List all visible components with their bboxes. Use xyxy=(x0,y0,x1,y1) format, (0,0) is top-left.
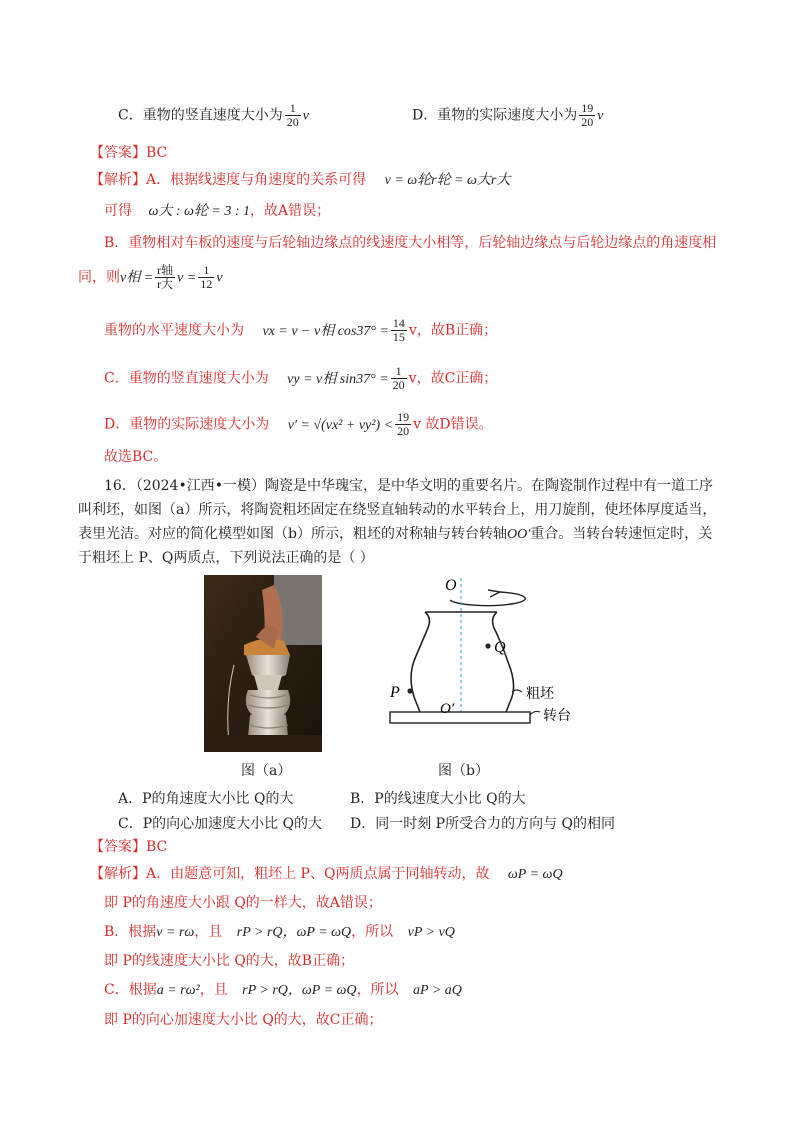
label-blank: 粗坯 xyxy=(526,686,554,702)
q16-analysis-b2: 即 P的线速度大小比 Q的大，故B正确； xyxy=(104,953,355,969)
q15-analysis-b2: 同，则v相 = $\frac{\text{r轴}}{\text{r大}}$ v = $\frac{1}{12}$ v xyxy=(78,263,223,291)
fig-b-caption: 图（b） xyxy=(438,763,489,779)
option-d-top: D．重物的实际速度大小为 $\frac{19}{20}$ v xyxy=(412,101,604,129)
pottery-photo xyxy=(204,575,322,752)
q15-analysis-a: 【解析】A．根据线速度与角速度的关系可得 v = ω轮r轮 = ω大r大 xyxy=(90,172,511,188)
q15-answer: 【答案】BC xyxy=(90,145,168,161)
q16-analysis-c1: C．根据a = rω²，且 rP > rQ，ωP = ωQ，所以 aP > aQ xyxy=(104,982,462,998)
q16-analysis-b1: B．根据v = rω，且 rP > rQ，ωP = ωQ，所以 vP > vQ xyxy=(104,924,455,940)
label-table: 转台 xyxy=(543,708,571,724)
q15-analysis-d: D．重物的实际速度大小为 v′ = √(vx² + vy²) < $\frac{19}{20}$ v 故D错误。 xyxy=(104,410,493,438)
q16-stem-line4: 于粗坯上 P、Q两质点，下列说法正确的是（ ） xyxy=(78,550,374,566)
label-O: O xyxy=(445,577,457,594)
pot-model-diagram xyxy=(380,570,590,750)
q16-analysis-a1: 【解析】A．由题意可知，粗坯上 P、Q两质点属于同轴转动，故 ωP = ωQ xyxy=(90,866,563,882)
q15-analysis-a2: 可得 ω大 : ω轮 = 3 : 1，故A错误； xyxy=(104,203,331,219)
q16-option-a: A．P的角速度大小比 Q的大 xyxy=(118,791,294,807)
option-c-top: C．重物的竖直速度大小为 $\frac{1}{20}$ v xyxy=(118,101,309,129)
q16-stem-line1: 16．（2024•江西•一模）陶瓷是中华瑰宝，是中华文明的重要名片。在陶瓷制作过程中有一道工序 xyxy=(104,478,713,494)
q16-analysis-c2: 即 P的向心加速度大小比 Q的大，故C正确； xyxy=(104,1012,383,1028)
q15-analysis-c: C．重物的竖直速度大小为 vy = v相 sin37° = $\frac{1}{20}$ v，故C正确； xyxy=(104,364,498,392)
q16-option-c: C．P的向心加速度大小比 Q的大 xyxy=(118,816,323,832)
q15-analysis-horizontal: 重物的水平速度大小为 vx = v − v相 cos37° = $\frac{14}{15}$ v，故B正确； xyxy=(104,316,498,344)
fig-a-caption: 图（a） xyxy=(241,763,292,779)
q15-analysis-b1: B．重物相对车板的速度与后轮轴边缘点的线速度大小相等，后轮轴边缘点与后轮边缘点的角速度相 xyxy=(104,235,717,251)
q16-option-b: B．P的线速度大小比 Q的大 xyxy=(350,791,526,807)
q16-answer: 【答案】BC xyxy=(90,839,168,855)
label-P: P xyxy=(390,684,400,701)
q15-conclusion: 故选BC。 xyxy=(104,449,168,465)
q16-stem-line2: 叫利坯，如图（a）所示，将陶瓷粗坯固定在绕竖直轴转动的水平转台上，用刀旋削，使坯体厚度适当， xyxy=(78,502,717,518)
q16-option-d: D．同一时刻 P所受合力的方向与 Q的相同 xyxy=(350,816,616,832)
label-Q: Q xyxy=(494,639,506,656)
q16-analysis-a2: 即 P的角速度大小跟 Q的一样大，故A错误； xyxy=(104,895,382,911)
label-O-prime: O′ xyxy=(440,701,455,717)
q16-stem-line3: 表里光洁。对应的简化模型如图（b）所示，粗坯的对称轴与转台转轴OO′重合。当转台转速恒定时，关 xyxy=(78,526,713,542)
